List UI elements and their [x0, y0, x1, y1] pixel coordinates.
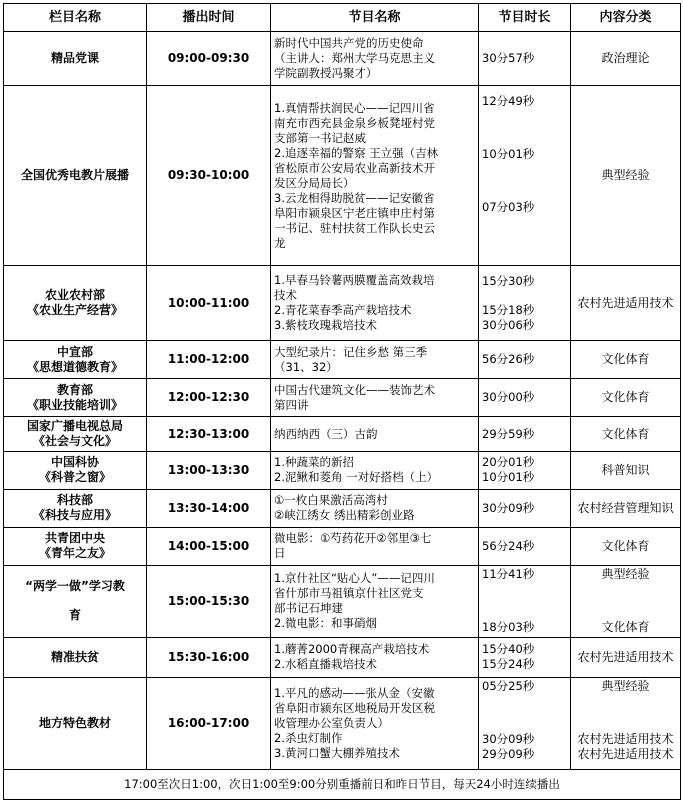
duration-cell: [479, 451, 571, 489]
column-name-cell: [4, 451, 147, 489]
column-name-text: 《社会与文化》: [32, 434, 117, 448]
category-value: 典型经验: [601, 566, 650, 581]
column-name-cell: [4, 565, 147, 637]
spacer: [482, 582, 567, 620]
column-name-text: 育: [68, 608, 81, 623]
duration-cell: [479, 527, 571, 565]
program-cell: [271, 677, 479, 769]
category-cell: [571, 341, 681, 379]
category-cell: [571, 32, 681, 86]
category-cell: [571, 417, 681, 451]
table-row: [4, 379, 681, 417]
program-line: 一书记、驻村扶贫工作队长史云: [274, 220, 435, 235]
table-row: [4, 341, 681, 379]
category-value: 农村经营管理知识: [577, 500, 674, 515]
column-name-text: 国家广播电视总局: [26, 419, 123, 433]
program-line: 纳西纳西（三）古韵: [274, 426, 378, 441]
program-line: 2.杀虫灯制作: [274, 730, 343, 745]
program-line: 学院副教授冯聚才）: [274, 66, 378, 81]
program-cell: [271, 32, 479, 86]
program-line: 1.平凡的感动——张从金（安徽: [274, 685, 435, 700]
duration-cell: [479, 489, 571, 527]
spacer: [482, 694, 567, 732]
program-cell: [271, 86, 479, 266]
column-name-text: 《思想道德教育》: [26, 359, 123, 374]
column-name-text: 《职业技能培训》: [26, 397, 123, 412]
column-name-cell: [4, 489, 147, 527]
schedule-table: [3, 3, 681, 800]
program-line: 收管理办公室负责人）: [274, 715, 389, 730]
column-name-text: 教育部: [56, 382, 93, 397]
time-cell: 12:30-13:00: [147, 417, 271, 451]
duration-cell: [479, 565, 571, 637]
program-line: （主讲人：郑州大学马克思主义: [274, 51, 435, 66]
duration-cell: [479, 677, 571, 769]
program-line: 1.蘑菁2000青稞高产栽培技术: [274, 642, 430, 657]
program-line: 3.黄河口蟹大棚养殖技术: [274, 745, 400, 760]
spacer: [482, 289, 567, 303]
category-value: 文化体育: [601, 352, 650, 367]
time-cell: 14:00-15:00: [147, 527, 271, 565]
program-line: 大型纪录片：记住乡愁 第三季: [274, 344, 428, 359]
program-line: （31、32）: [274, 359, 338, 374]
program-line: 南充市西充县金泉乡板凳垭村党: [274, 115, 435, 130]
spacer: [574, 694, 677, 732]
program-line: 2.青花菜春季高产栽培技术: [274, 303, 412, 318]
column-name-text: 精品党课: [50, 51, 99, 66]
duration-value: 18分03秒: [482, 619, 535, 634]
category-cell: [571, 565, 681, 637]
duration-cell: [479, 86, 571, 266]
spacer: [574, 582, 677, 620]
program-line: 新时代中国共产党的历史使命: [274, 36, 424, 51]
program-line: 中国古代建筑文化——装饰艺术: [274, 382, 435, 397]
time-cell: 13:00-13:30: [147, 451, 271, 489]
duration-value: 10分01秒: [482, 147, 535, 162]
category-value: 文化体育: [601, 426, 650, 441]
duration-value: 10分01秒: [482, 470, 535, 485]
column-name-cell: [4, 32, 147, 86]
duration-value: 30分09秒: [482, 500, 535, 515]
spacer: [482, 109, 567, 147]
duration-value: 11分41秒: [482, 566, 535, 581]
column-name-cell: [4, 527, 147, 565]
header-broadcast-time: 播出时间: [147, 4, 271, 32]
program-line: 微电影：①芍药花开②邻里③七: [274, 531, 432, 546]
category-value: 科普知识: [601, 462, 650, 477]
column-name-text: 精准扶贫: [50, 649, 99, 664]
table-row: [4, 451, 681, 489]
program-line: 支部第一书记赵威: [274, 130, 366, 145]
program-line: 1.京什社区“贴心人”——记四川: [274, 571, 435, 586]
duration-value: 30分09秒: [482, 731, 535, 746]
program-line: 省松原市公安局农业高新技术开: [274, 160, 435, 175]
duration-cell: [479, 266, 571, 341]
duration-value: 20分01秒: [482, 455, 535, 470]
program-line: 2.追逐幸福的警察 王立强（吉林: [274, 145, 439, 160]
category-value: 典型经验: [601, 168, 650, 183]
program-line: 2.泥鳅和菱角 一对好搭档（上）: [274, 470, 439, 485]
duration-value: 15分30秒: [482, 273, 535, 288]
program-cell: [271, 527, 479, 565]
table-row: [4, 417, 681, 451]
duration-value: 29分59秒: [482, 426, 535, 441]
table-row: [4, 32, 681, 86]
table-row: [4, 527, 681, 565]
column-name-text: 《农业生产经营》: [26, 303, 123, 318]
column-name-text: 全国优秀电教片展播: [20, 168, 129, 183]
table-row: [4, 637, 681, 677]
column-name-text: 共青团中央: [44, 531, 105, 546]
program-line: 省阜阳市颍东区地税局开发区税: [274, 700, 435, 715]
category-value: 文化体育: [601, 538, 650, 553]
duration-value: 29分09秒: [482, 746, 535, 761]
time-cell: 09:00-09:30: [147, 32, 271, 86]
program-line: 1.种蔬菜的新招: [274, 455, 354, 470]
program-cell: [271, 341, 479, 379]
program-cell: [271, 565, 479, 637]
column-name-text: 农业农村部: [44, 288, 105, 303]
column-name-text: 地方特色教材: [38, 715, 111, 730]
program-line: 1.早春马铃薯两膜覆盖高效栽培: [274, 273, 435, 288]
category-cell: [571, 637, 681, 677]
time-cell: 15:00-15:30: [147, 565, 271, 637]
category-cell: [571, 677, 681, 769]
category-value: 农村先进适用技术: [577, 649, 674, 664]
program-cell: [271, 379, 479, 417]
duration-cell: [479, 32, 571, 86]
category-value: 政治理论: [601, 51, 650, 66]
category-value: 农村先进适用技术: [577, 746, 674, 761]
duration-value: 07分03秒: [482, 200, 535, 215]
category-value: 文化体育: [601, 390, 650, 405]
category-cell: [571, 527, 681, 565]
column-name-cell: [4, 86, 147, 266]
spacer: [7, 594, 143, 608]
category-cell: [571, 86, 681, 266]
header-column-name: 栏目名称: [4, 4, 147, 32]
table-row: [4, 565, 681, 637]
footer-note: 17:00至次日1:00，次日1:00至9:00分别重播前日和昨日节目，每天24小时连续播出: [4, 769, 681, 799]
column-name-text: “两学一做”学习教: [25, 579, 125, 594]
program-line: ②峡江绣女 绣出精彩创业路: [274, 508, 415, 523]
program-line: 第四讲: [274, 397, 309, 412]
time-cell: 09:30-10:00: [147, 86, 271, 266]
duration-value: 56分24秒: [482, 538, 535, 553]
duration-value: 30分06秒: [482, 317, 535, 332]
duration-value: 12分49秒: [482, 94, 535, 109]
program-line: 发区分局局长）: [274, 175, 355, 190]
table-row: [4, 677, 681, 769]
footer-row: [4, 769, 681, 799]
duration-cell: [479, 637, 571, 677]
column-name-cell: [4, 266, 147, 341]
program-line: 3.紫枝玫瑰栽培技术: [274, 318, 377, 333]
time-cell: 10:00-11:00: [147, 266, 271, 341]
program-line: 技术: [274, 288, 297, 303]
category-cell: [571, 489, 681, 527]
time-cell: 12:00-12:30: [147, 379, 271, 417]
program-cell: [271, 637, 479, 677]
table-row: [4, 266, 681, 341]
program-cell: [271, 417, 479, 451]
duration-value: 15分18秒: [482, 302, 535, 317]
time-cell: 13:30-14:00: [147, 489, 271, 527]
header-duration: 节目时长: [479, 4, 571, 32]
program-line: 日: [274, 546, 286, 561]
column-name-text: 《科技与应用》: [32, 508, 117, 523]
column-name-text: 《青年之友》: [38, 546, 111, 561]
category-value: 农村先进适用技术: [577, 295, 674, 310]
category-value: 典型经验: [601, 678, 650, 693]
category-value: 农村先进适用技术: [577, 731, 674, 746]
program-line: 1.真情帮扶润民心——记四川省: [274, 100, 435, 115]
column-name-cell: [4, 379, 147, 417]
column-name-text: 中国科协: [50, 455, 99, 470]
duration-cell: [479, 341, 571, 379]
program-cell: [271, 489, 479, 527]
column-name-cell: [4, 417, 147, 451]
column-name-cell: [4, 677, 147, 769]
duration-value: 15分40秒: [482, 642, 535, 657]
category-cell: [571, 451, 681, 489]
column-name-text: 中宣部: [56, 344, 93, 359]
header-category: 内容分类: [571, 4, 681, 32]
program-line: 部书记石坤建: [274, 601, 343, 616]
spacer: [482, 162, 567, 200]
category-cell: [571, 379, 681, 417]
duration-value: 30分57秒: [482, 51, 535, 66]
program-line: 3.云龙相得助脱贫——记安徽省: [274, 190, 435, 205]
column-name-cell: [4, 637, 147, 677]
duration-cell: [479, 417, 571, 451]
column-name-text: 科技部: [56, 493, 93, 508]
duration-value: 56分26秒: [482, 352, 535, 367]
category-value: 文化体育: [601, 619, 650, 634]
program-cell: [271, 266, 479, 341]
program-line: 2.水稻直播栽培技术: [274, 657, 377, 672]
duration-cell: [479, 379, 571, 417]
header-row: [4, 4, 681, 32]
duration-value: 15分24秒: [482, 657, 535, 672]
header-program-name: 节目名称: [271, 4, 479, 32]
column-name-text: 《科普之窗》: [38, 470, 111, 485]
time-cell: 16:00-17:00: [147, 677, 271, 769]
duration-value: 30分00秒: [482, 390, 535, 405]
program-line: 2.微电影：和事硝烟: [274, 616, 377, 631]
category-cell: [571, 266, 681, 341]
program-cell: [271, 451, 479, 489]
program-line: 阜阳市颍泉区宁老庄镇申庄村第: [274, 205, 435, 220]
duration-value: 05分25秒: [482, 678, 535, 693]
time-cell: 11:00-12:00: [147, 341, 271, 379]
program-line: ①一枚白果激活高湾村: [274, 493, 388, 508]
program-line: 龙: [274, 235, 286, 250]
time-cell: 15:30-16:00: [147, 637, 271, 677]
column-name-cell: [4, 341, 147, 379]
table-row: [4, 489, 681, 527]
program-line: 省什邡市马祖镇京什社区党支: [274, 586, 424, 601]
table-row: [4, 86, 681, 266]
